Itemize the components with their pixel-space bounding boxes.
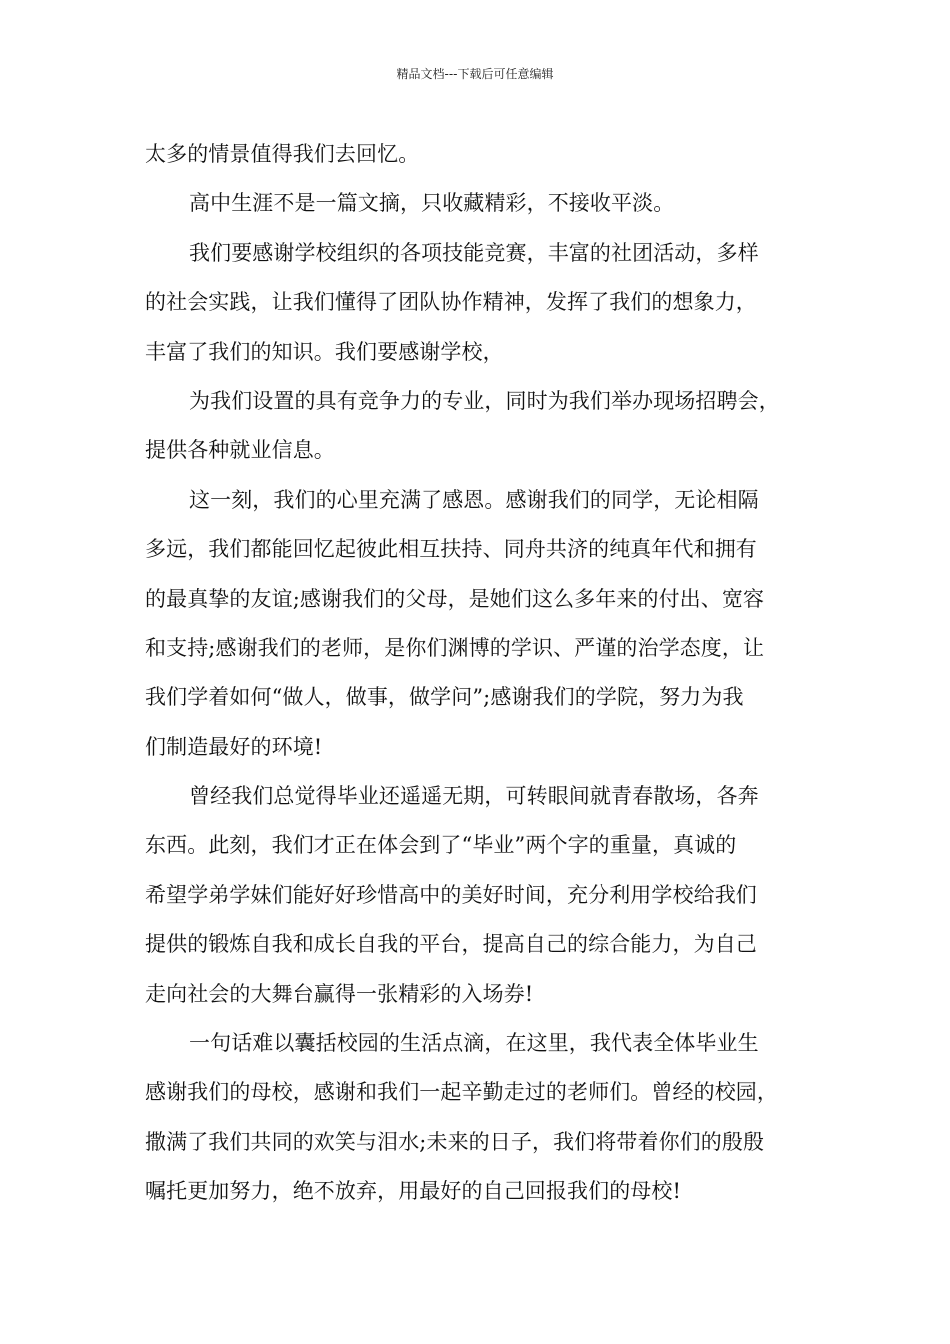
text-line: 的最真挚的友谊;感谢我们的父母，是她们这么多年来的付出、宽容 [145, 586, 765, 611]
text-line: 我们学着如何“做人，做事，做学问”;感谢我们的学院，努力为我 [145, 685, 744, 710]
page-header: 精品文档---下载后可任意编辑 [396, 67, 554, 81]
text-line: 提供各种就业信息。 [145, 438, 335, 463]
document-body [145, 130, 810, 1217]
text-line: 为我们设置的具有竞争力的专业，同时为我们举办现场招聘会， [189, 388, 780, 413]
text-line: 多远，我们都能回忆起彼此相互扶持、同舟共济的纯真年代和拥有 [145, 537, 757, 562]
text-line: 曾经我们总觉得毕业还遥遥无期，可转眼间就青春散场，各奔 [189, 784, 759, 809]
paragraph [145, 1019, 810, 1217]
text-line: 东西。此刻，我们才正在体会到了“毕业”两个字的重量，真诚的 [145, 833, 737, 858]
text-line: 希望学弟学妹们能好好珍惜高中的美好时间，充分利用学校给我们 [145, 882, 757, 907]
text-line: 撒满了我们共同的欢笑与泪水;未来的日子，我们将带着你们的殷殷 [145, 1129, 765, 1154]
text-line: 丰富了我们的知识。我们要感谢学校， [145, 339, 504, 364]
text-line: 走向社会的大舞台赢得一张精彩的入场券! [145, 981, 534, 1006]
paragraph [145, 772, 810, 1019]
text-line: 们制造最好的环境! [145, 734, 323, 759]
text-line: 的社会实践，让我们懂得了团队协作精神，发挥了我们的想象力， [145, 290, 757, 315]
text-line: 和支持;感谢我们的老师，是你们渊博的学识、严谨的治学态度，让 [145, 635, 765, 660]
text-line: 这一刻，我们的心里充满了感恩。感谢我们的同学，无论相隔 [189, 487, 759, 512]
text-line: 太多的情景值得我们去回忆。 [145, 142, 420, 166]
paragraph [145, 179, 810, 228]
paragraph [145, 377, 810, 476]
text-line: 提供的锻炼自我和成长自我的平台，提高自己的综合能力，为自己 [145, 932, 757, 957]
text-line: 高中生涯不是一篇文摘，只收藏精彩，不接收平淡。 [189, 191, 675, 216]
paragraph [145, 476, 810, 772]
text-line: 感谢我们的母校，感谢和我们一起辛勤走过的老师们。曾经的校园， [145, 1080, 778, 1105]
text-line: 嘱托更加努力，绝不放弃，用最好的自己回报我们的母校! [145, 1179, 682, 1204]
text-line: 我们要感谢学校组织的各项技能竞赛，丰富的社团活动，多样 [189, 240, 759, 265]
text-line: 一句话难以囊括校园的生活点滴，在这里，我代表全体毕业生 [189, 1031, 759, 1056]
paragraph [145, 130, 810, 179]
paragraph [145, 229, 810, 377]
